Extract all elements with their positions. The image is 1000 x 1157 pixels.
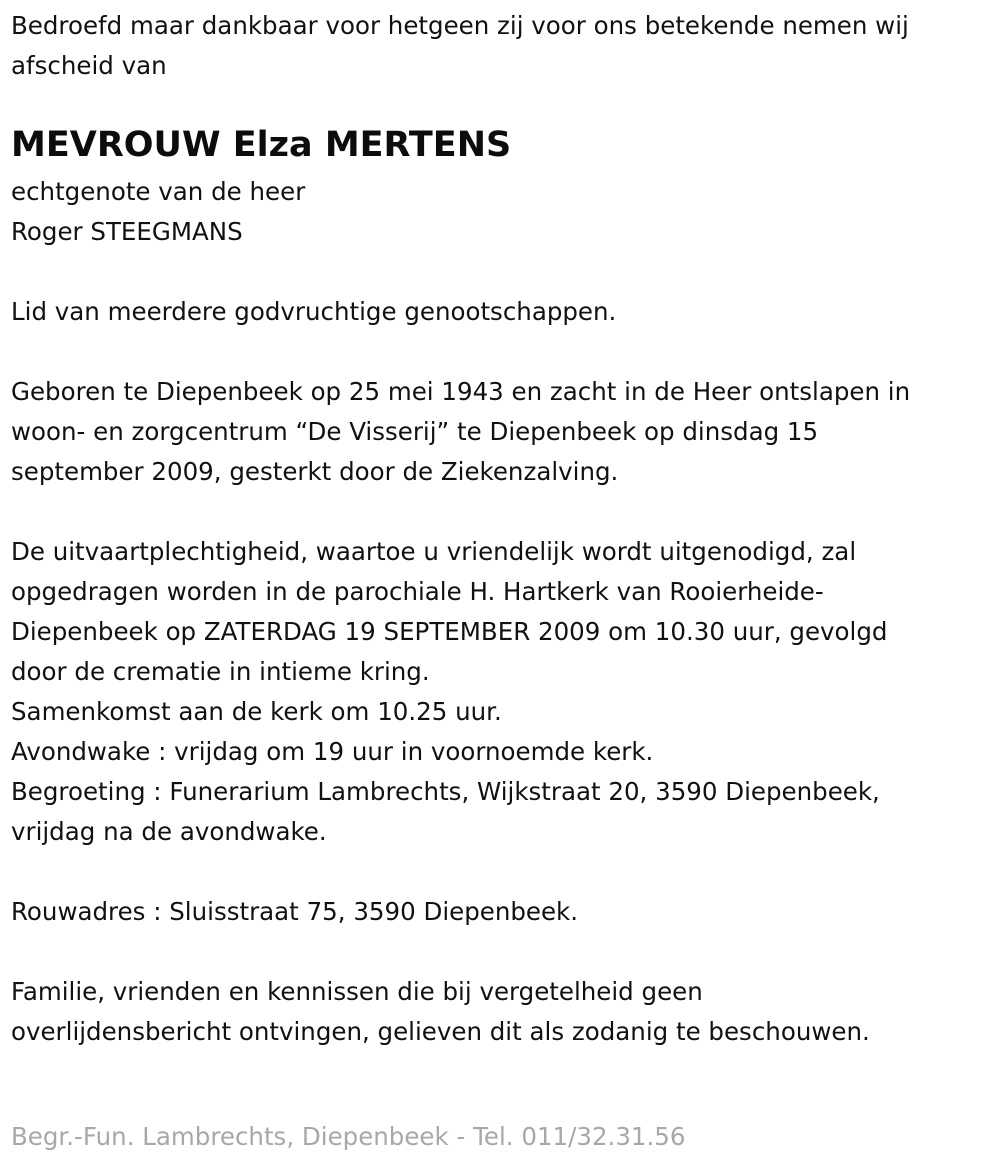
membership-text: Lid van meerdere godvruchtige genootschappen. <box>11 297 617 326</box>
spacer <box>11 1052 990 1092</box>
gathering-text: Samenkomst aan de kerk om 10.25 uur. <box>11 697 502 726</box>
greeting-line-2: vrijdag na de avondwake. <box>11 817 327 846</box>
ceremony-line-1: De uitvaartplechtigheid, waartoe u vriendelijk wordt uitgenodigd, zal <box>11 537 857 566</box>
birth-death-line-3: september 2009, gesterkt door de Ziekenzalving. <box>11 457 619 486</box>
intro-line-2: afscheid van <box>11 51 167 80</box>
mourning-address: Rouwadres : Sluisstraat 75, 3590 Diepenbeek. <box>11 897 579 926</box>
spacer <box>11 852 990 892</box>
closing-line-1: Familie, vrienden en kennissen die bij vergetelheid geen <box>11 977 703 1006</box>
ceremony-line-4: door de crematie in intieme kring. <box>11 657 430 686</box>
birth-death-line-2: woon- en zorgcentrum “De Visserij” te Diepenbeek op dinsdag 15 <box>11 417 819 446</box>
spacer <box>11 332 990 372</box>
closing-line-2: overlijdensbericht ontvingen, gelieven dit als zodanig te beschouwen. <box>11 1017 870 1046</box>
greeting-line-1: Begroeting : Funerarium Lambrechts, Wijkstraat 20, 3590 Diepenbeek, <box>11 777 880 806</box>
spacer <box>11 932 990 972</box>
ceremony-line-3: Diepenbeek op ZATERDAG 19 SEPTEMBER 2009 om 10.30 uur, gevolgd <box>11 617 888 646</box>
spacer <box>11 252 990 292</box>
relation-line-2: Roger STEEGMANS <box>11 217 243 246</box>
funeral-home-footer: Begr.-Fun. Lambrechts, Diepenbeek - Tel. 011/32.31.56 <box>11 1121 686 1151</box>
vigil-text: Avondwake : vrijdag om 19 uur in voornoemde kerk. <box>11 737 654 766</box>
birth-death-line-1: Geboren te Diepenbeek op 25 mei 1943 en zacht in de Heer ontslapen in <box>11 377 911 406</box>
intro-line-1: Bedroefd maar dankbaar voor hetgeen zij voor ons betekende nemen wij <box>11 11 909 40</box>
ceremony-line-2: opgedragen worden in de parochiale H. Hartkerk van Rooierheide- <box>11 577 824 606</box>
spacer <box>11 492 990 532</box>
relation-line-1: echtgenote van de heer <box>11 177 306 206</box>
deceased-name: MEVROUW Elza MERTENS <box>11 125 512 165</box>
